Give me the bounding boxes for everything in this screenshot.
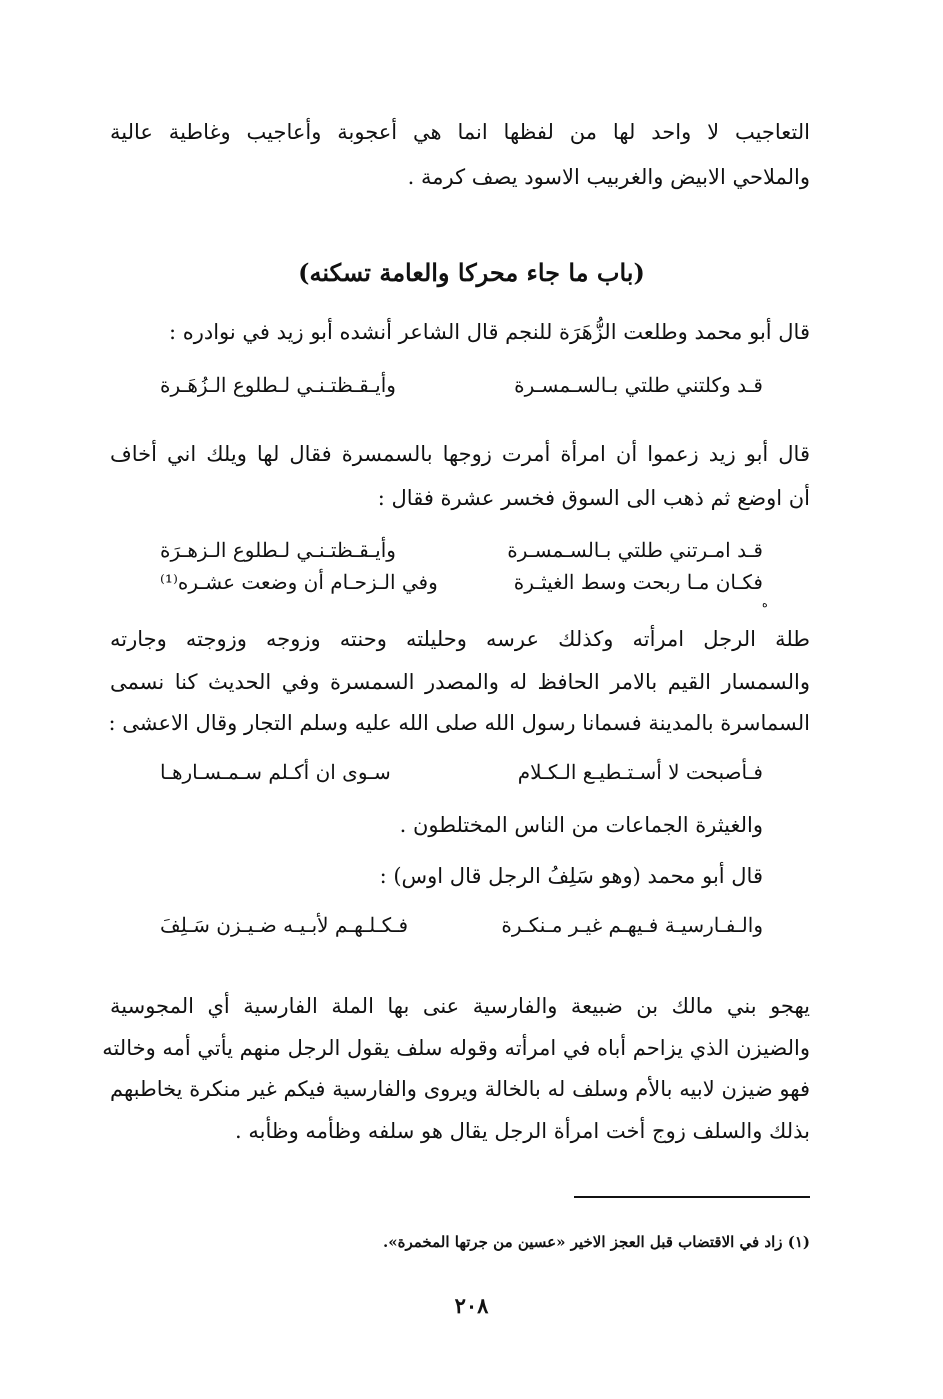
verse-4 xyxy=(160,759,763,785)
page-number: ٢٠٨ xyxy=(454,1293,489,1318)
verse-3 xyxy=(160,569,763,595)
footnote-divider xyxy=(574,1196,810,1198)
verse-2 xyxy=(160,537,763,563)
verse-1-second-hemistich: وأيـقـظتـنـي لـطلوع الـزُهَـرة xyxy=(160,373,396,397)
verse-4-second-hemistich: سـوى ان أكـلم سـمـسـارهـا xyxy=(160,760,391,784)
verse-5-second-hemistich: فـكـلـهـم لأبـيـه ضـيـزن سَـلِفَ xyxy=(160,913,409,937)
paragraph-1-line-1: التعاجيب لا واحد لها من لفظها انما هي أعجوبة وأعاجيب وغاطية عالية xyxy=(110,120,810,144)
section-heading: (باب ما جاء محركا والعامة تسكنه) xyxy=(298,258,645,287)
paragraph-2-line-1: قال أبو محمد وطلعت الزُّهَرَة للنجم قال الشاعر أنشده أبو زيد في نوادره : xyxy=(168,320,810,344)
paragraph-4-line-1: طلة الرجل امرأته وكذلك عرسه وحليلته وحنته وزوجه وزوجته وجارته xyxy=(110,627,810,651)
paragraph-3-line-1: قال أبو زيد زعموا أن امرأة أمرت زوجها بالسمسرة فقال لها ويلك اني أخاف xyxy=(110,442,810,466)
verse-2-first-hemistich: قـد امـرتني طلتي بـالسـمسـرة xyxy=(507,538,763,562)
verse-5 xyxy=(160,912,763,938)
verse-4-first-hemistich: فـأصبحت لا أسـتـطيـع الـكـلام xyxy=(517,760,763,784)
paragraph-7-line-4: بذلك والسلف زوج أخت امرأة الرجل يقال هو سلفه وظأمه وظأبه . xyxy=(235,1119,810,1143)
paragraph-4-line-3: السماسرة بالمدينة فسمانا رسول الله صلى الله عليه وسلم التجار وقال الاعشى : xyxy=(108,711,810,735)
verse-1-first-hemistich: قـد وكلتني طلتي بـالسـمسـرة xyxy=(514,373,763,397)
paragraph-7-line-1: يهجو بني مالك بن ضبيعة والفارسية عنى بها الملة الفارسية أي المجوسية xyxy=(110,994,810,1018)
paragraph-4-line-2: والسمسار القيم بالامر الحافظ له والمصدر السمسرة وفي الحديث كنا نسمى xyxy=(110,670,810,694)
paragraph-7-line-3: فهو ضيزن لابيه بالأم وسلف له بالخالة ويروى والفارسية فيكم غير منكرة يخاطبهم xyxy=(110,1077,810,1101)
verse-2-second-hemistich: وأيـقـظتـنـي لـطلوع الـزهـرَة xyxy=(160,538,396,562)
stray-mark: ه xyxy=(762,597,768,610)
paragraph-1-line-2: والملاحي الابيض والغربيب الاسود يصف كرمة . xyxy=(407,165,810,189)
footnote: (١) زاد في الاقتضاب قبل العجز الاخير «عسين من جرتها المخمرة». xyxy=(383,1233,810,1251)
attribution-line: قال أبو محمد (وهو سَلِفُ الرجل قال اوس) : xyxy=(379,864,763,888)
verse-3-second-hemistich: وفي الـزحـام أن وضعت عشـره⁽¹⁾ xyxy=(160,570,438,594)
verse-3-first-hemistich: فكـان مـا ربحت وسط الغيثـرة xyxy=(513,570,763,594)
verse-5-first-hemistich: والـفـارسيـة فـيهـم غيـر مـنكـرة xyxy=(501,913,763,937)
paragraph-7-line-2: والضيزن الذي يزاحم أباه في امرأته وقوله سلف يقول الرجل منهم يأتي أمه وخالته xyxy=(102,1036,810,1060)
gloss-line: والغيثرة الجماعات من الناس المختلطون . xyxy=(399,813,763,837)
verse-1 xyxy=(160,372,763,398)
paragraph-3-line-2: أن اوضع ثم ذهب الى السوق فخسر عشرة فقال : xyxy=(377,486,810,510)
